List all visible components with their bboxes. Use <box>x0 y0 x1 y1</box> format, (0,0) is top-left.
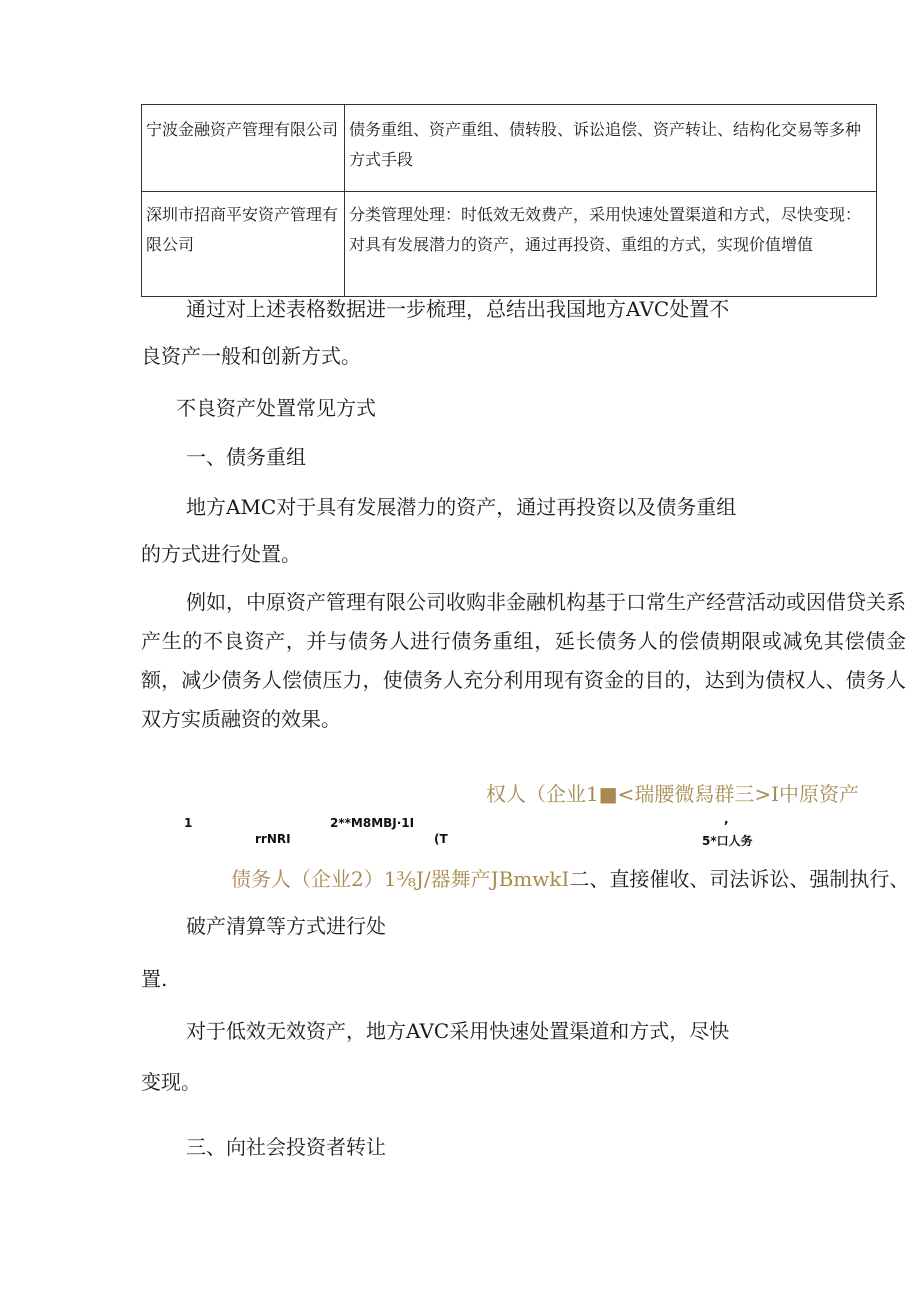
paragraph-1-line-1: 地方AMC对于具有发展潜力的资产，通过再投资以及债务重组 <box>186 495 737 519</box>
paragraph-2-line-1: 对于低效无效资产，地方AVC采用快速处置渠道和方式，尽快 <box>186 1019 730 1043</box>
company-cell: 宁波金融资产管理有限公司 <box>142 105 345 192</box>
heading-transfer: 三、向社会投资者转让 <box>186 1135 386 1159</box>
table-row <box>142 192 877 297</box>
diagram-fragment: (T <box>434 832 448 846</box>
summary-line-1: 通过对上述表格数据进一步梳理，总结出我国地方AVC处置不 <box>186 297 730 321</box>
paragraph-1-line-2: 的方式进行处置。 <box>141 542 301 566</box>
heading-direct-collection: 二、直接催收、司法诉讼、强制执行、 <box>569 867 910 891</box>
diagram-fragment: , <box>724 812 729 826</box>
methods-cell: 分类管理处理：时低效无效费产，采用快速处置渠道和方式，尽快变现：对具有发展潜力的资产，通过再投资、重组的方式，实现价值增值 <box>345 192 877 297</box>
example-paragraph: 例如，中原资产管理有限公司收购非金融机构基于口常生产经营活动或因借贷关系产生的不良资产，并与债务人进行债务重组，延长债务人的偿债期限或减免其偿债金额，减少债务人偿债压力，使债务人充分利用现有资金的目的，达到为债权人、债务人双方实质融资的效果。 <box>141 590 906 731</box>
amc-table <box>141 104 877 297</box>
diagram-fragment: rrNRI <box>255 832 291 846</box>
diagram-creditor-label: 权人（企业1■<瑞腰微舄群三>I中原资产 <box>486 782 860 806</box>
debtor-heading-line <box>231 866 909 892</box>
diagram-fragment: 1 <box>184 816 193 830</box>
company-cell: 深圳市招商平安资产管理有限公司 <box>142 192 345 297</box>
process-line-end: 置. <box>141 967 168 991</box>
methods-cell: 债务重组、资产重组、债转股、诉讼追偿、资产转让、结构化交易等多种方式手段 <box>345 105 877 192</box>
diagram-debtor-label: 债务人（企业2）1⅜J/器舞产JBmwkI <box>231 867 570 891</box>
table-row <box>142 105 877 192</box>
diagram-fragment: 2**M8MBJ·1I <box>330 816 415 830</box>
paragraph-2-line-2: 变现。 <box>141 1070 201 1094</box>
heading-common-methods: 不良资产处置常见方式 <box>176 396 376 420</box>
process-line: 破产清算等方式进行处 <box>186 914 386 938</box>
summary-line-2: 良资产一般和创新方式。 <box>141 344 361 368</box>
heading-debt-restructuring: 一、债务重组 <box>186 445 306 469</box>
diagram-fragment: 5*口人务 <box>702 834 753 848</box>
